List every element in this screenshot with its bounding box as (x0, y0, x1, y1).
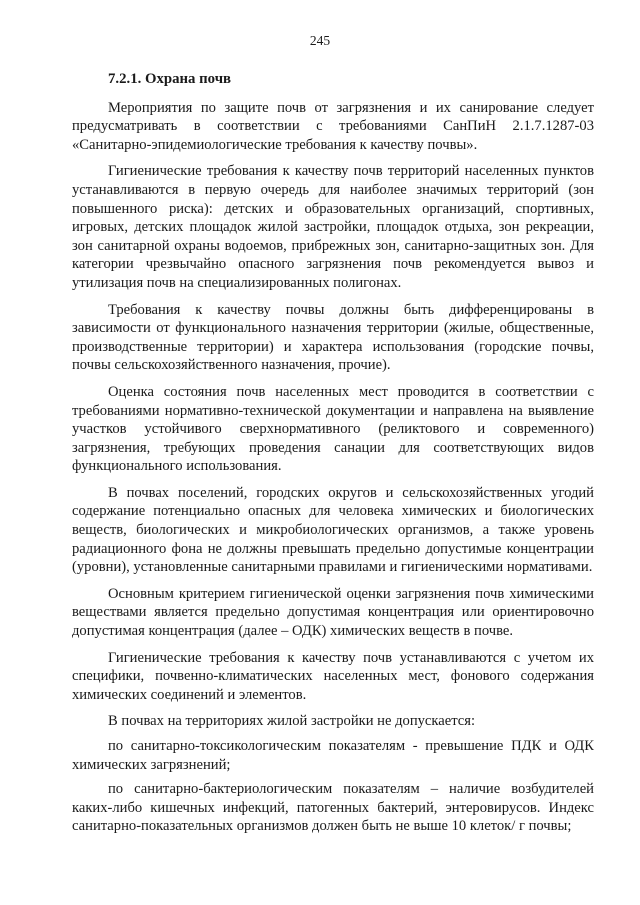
page-number: 245 (309, 33, 331, 48)
paragraph-assessment: Оценка состояния почв населенных мест проводится в соответствии с требованиями нормативно-технической документации и направлена на выявление участков устойчивого сверхнормативного (реликтового и современного) загрязнения, требующих проведения санации для соответствующих видов функционального использования. (72, 383, 594, 475)
paragraph-differentiation: Требования к качеству почвы должны быть дифференцированы в зависимости от функционального назначения территории (жилые, общественные, производственные территории) и характера использования (городские почвы, почвы сельскохозяйственного назначения, прочие). (72, 301, 594, 374)
paragraph-criterion: Основным критерием гигиенической оценки загрязнения почв химическими веществами является предельно допустимая концентрация или ориентировочно допустимая концентрация (далее – ОДК) химических веществ в почве. (72, 585, 594, 640)
paragraph-intro: Мероприятия по защите почв от загрязнения и их санирование следует предусматривать в соответствии с требованиями СанПиН 2.1.7.1287-03 «Санитарно-эпидемиологические требования к качеству почвы». (72, 99, 594, 153)
paragraph-specifics: Гигиенические требования к качеству почв устанавливаются с учетом их специфики, почвенно-климатических населенных мест, фонового содержания химических соединений и элементов. (72, 649, 594, 703)
paragraph-limits: В почвах поселений, городских округов и сельскохозяйственных угодий содержание потенциально опасных для человека химических и биологических веществ, биологических и микробиологических организмов, а также уровень радиационного фона не должны превышать предельно допустимые концентрации (уровни), установленные санитарными правилами и гигиеническими нормативами. (72, 484, 594, 576)
list-item-bacteriological: по санитарно-бактериологическим показателям – наличие возбудителей каких-либо кишечных инфекций, патогенных бактерий, энтеровирусов. Индекс санитарно-показательных организмов должен быть не выше 10 клеток/ г почвы; (72, 781, 594, 835)
list-item-toxicological: по санитарно-токсикологическим показателям - превышение ПДК и ОДК химических загрязнений; (72, 738, 594, 773)
paragraph-not-allowed: В почвах на территориях жилой застройки не допускается: (108, 713, 476, 730)
section-heading: 7.2.1. Охрана почв (108, 71, 232, 87)
page-content (72, 70, 594, 842)
paragraph-hygienic-requirements: Гигиенические требования к качеству почв территорий населенных пунктов устанавливаются в первую очередь для наиболее значимых территорий (зон повышенного риска): детских и образовательных организаций, спортивных, игровых, детских площадок жилой застройки, площадок отдыха, зон рекреации, зон санитарной охраны водоемов, прибрежных зон, санитарно-защитных зон. Для категории чрезвычайно опасного загрязнения почв рекомендуется вывоз и утилизация почв на специализированных полигонах. (72, 163, 594, 291)
